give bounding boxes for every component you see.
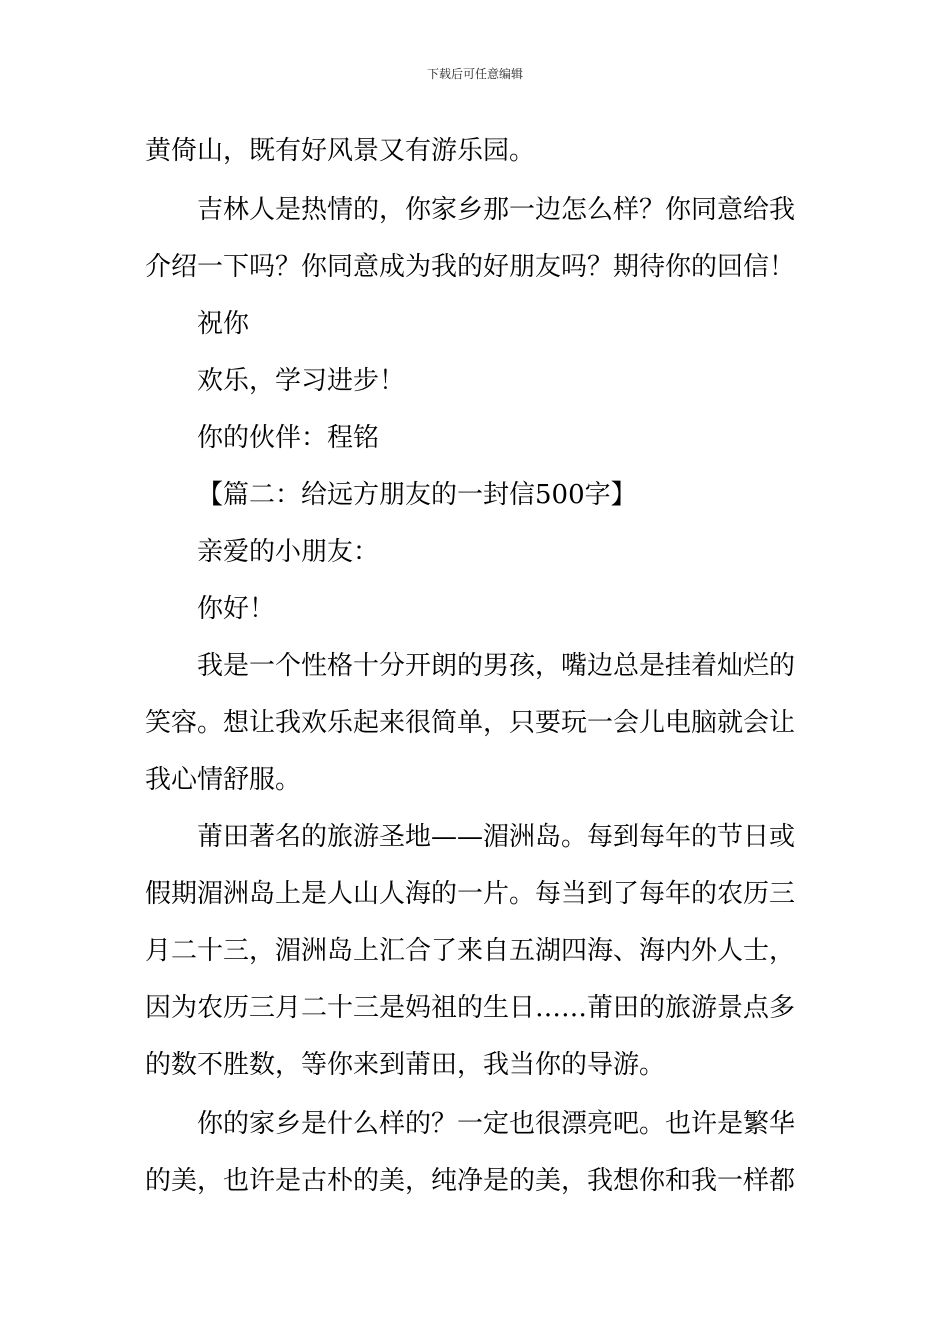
page-header-note: 下载后可任意编辑 <box>426 67 523 81</box>
text-line: 因为农历三月二十三是妈祖的生日……莆田的旅游景点多 <box>145 993 796 1023</box>
text-line: 我心情舒服。 <box>145 765 302 795</box>
wish-line: 欢乐，学习进步！ <box>197 366 406 396</box>
text-line: 笑容。想让我欢乐起来很简单，只要玩一会儿电脑就会让 <box>145 708 796 738</box>
text-line: 介绍一下吗？你同意成为我的好朋友吗？期待你的回信！ <box>145 252 796 282</box>
paragraph-start: 莆田著名的旅游圣地——湄洲岛。每到每年的节日或 <box>197 822 796 852</box>
text-line: 的美，也许是古朴的美，纯净是的美，我想你和我一样都 <box>145 1166 796 1196</box>
hello-line: 你好！ <box>197 594 276 624</box>
paragraph-start: 我是一个性格十分开朗的男孩，嘴边总是挂着灿烂的 <box>197 651 796 681</box>
signature-line: 你的伙伴：程铭 <box>197 423 380 453</box>
salutation-line: 亲爱的小朋友： <box>197 537 380 567</box>
text-line: 的数不胜数，等你来到莆田，我当你的导游。 <box>145 1050 666 1080</box>
paragraph-start: 你的家乡是什么样的？一定也很漂亮吧。也许是繁华 <box>197 1109 796 1139</box>
text-line: 黄倚山，既有好风景又有游乐园。 <box>145 136 536 166</box>
paragraph-start: 吉林人是热情的，你家乡那一边怎么样？你同意给我 <box>197 195 796 225</box>
greeting-line: 祝你 <box>197 309 250 339</box>
section-title: 【篇二：给远方朋友的一封信500字】 <box>197 480 637 510</box>
text-line: 月二十三，湄洲岛上汇合了来自五湖四海、海内外人士， <box>145 936 796 966</box>
text-line: 假期湄洲岛上是人山人海的一片。每当到了每年的农历三 <box>145 879 796 909</box>
